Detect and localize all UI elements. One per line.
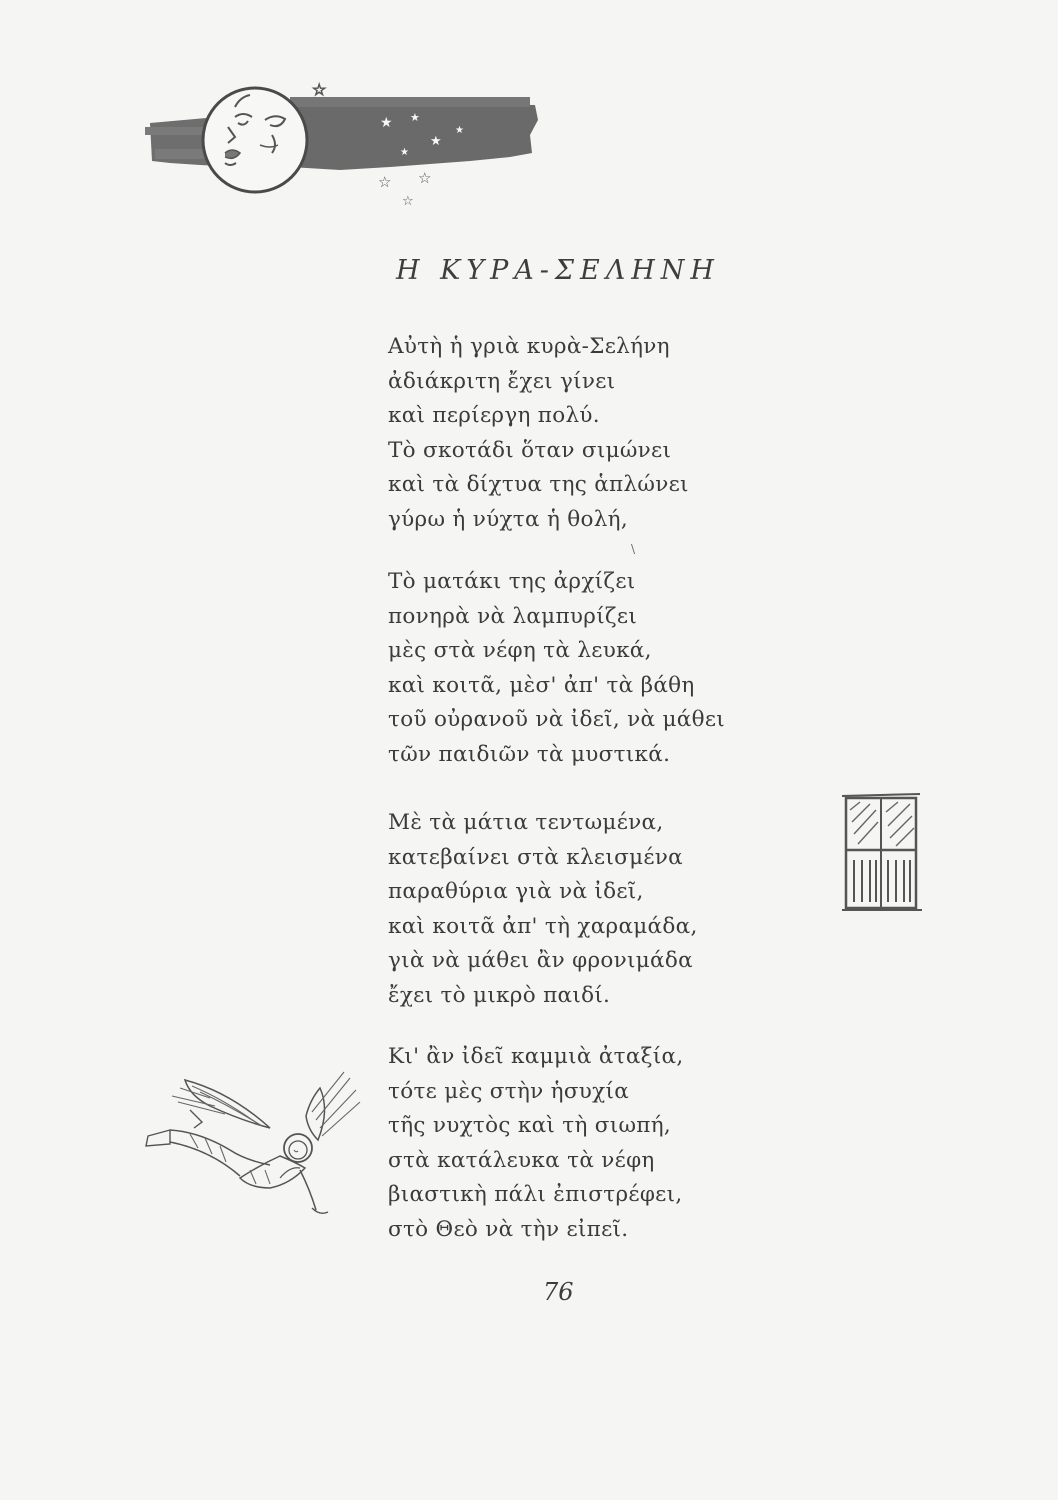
svg-text:★: ★: [430, 134, 442, 149]
poem-line: πονηρὰ νὰ λαμπυρίζει: [388, 603, 638, 629]
page-number: 76: [543, 1278, 574, 1306]
poem-line: Αὐτὴ ἡ γριὰ κυρὰ-Σελήνη: [388, 334, 670, 359]
stray-mark: \: [631, 542, 636, 556]
poem-line: γύρω ἡ νύχτα ἡ θολή,: [388, 506, 629, 532]
poem-line: παραθύρια γιὰ νὰ ἰδεῖ,: [388, 879, 644, 904]
poem-line: καὶ κοιτᾶ, μὲσ' ἀπ' τὰ βάθη: [388, 672, 695, 698]
stanza-3: [388, 806, 698, 1013]
stanza-2: [388, 565, 725, 772]
poem-line: τοῦ οὐρανοῦ νὰ ἰδεῖ, νὰ μάθει: [388, 707, 725, 732]
poem-line: μὲς στὰ νέφη τὰ λευκά,: [388, 638, 652, 663]
window-illustration: [840, 790, 926, 915]
poem-line: καὶ κοιτᾶ ἀπ' τὴ χαραμάδα,: [388, 913, 698, 939]
svg-text:★: ★: [380, 115, 393, 131]
svg-text:☆: ☆: [378, 173, 392, 191]
poem-line: ἔχει τὸ μικρὸ παιδί.: [388, 982, 611, 1008]
poem-line: Τὸ σκοτάδι ὅταν σιμώνει: [388, 437, 672, 463]
poem-line: καὶ τὰ δίχτυα της ἁπλώνει: [388, 472, 689, 497]
moon-cloud-illustration: [140, 75, 550, 210]
stanza-1: [388, 330, 689, 537]
poem-line: Κι' ἂν ἰδεῖ καμμιὰ ἀταξία,: [388, 1044, 684, 1069]
poem-line: τότε μὲς στὴν ἡσυχία: [388, 1078, 630, 1104]
angel-illustration: [130, 1070, 365, 1230]
svg-text:★: ★: [455, 125, 464, 136]
poem-line: στὰ κατάλευκα τὰ νέφη: [388, 1147, 655, 1173]
svg-text:☆: ☆: [418, 169, 432, 187]
poem-line: βιαστικὴ πάλι ἐπιστρέφει,: [388, 1182, 683, 1207]
poem-line: γιὰ νὰ μάθει ἂν φρονιμάδα: [388, 948, 693, 973]
poem-line: Τὸ ματάκι της ἀρχίζει: [388, 569, 636, 594]
poem-line: κατεβαίνει στὰ κλεισμένα: [388, 844, 683, 870]
stanza-4: [388, 1040, 683, 1247]
poem-line: τῆς νυχτὸς καὶ τὴ σιωπή,: [388, 1113, 672, 1138]
svg-text:☆: ☆: [312, 80, 327, 99]
svg-text:★: ★: [410, 111, 420, 124]
poem-line: τῶν παιδιῶν τὰ μυστικά.: [388, 741, 671, 767]
poem-line: ἀδιάκριτη ἔχει γίνει: [388, 368, 616, 394]
poem-line: Μὲ τὰ μάτια τεντωμένα,: [388, 810, 664, 835]
poem-line: καὶ περίεργη πολύ.: [388, 403, 600, 428]
svg-text:★: ★: [400, 147, 409, 158]
svg-text:☆: ☆: [402, 194, 414, 209]
poem-line: στὸ Θεὸ νὰ τὴν εἰπεῖ.: [388, 1216, 629, 1242]
poem-title: Η ΚΥΡΑ-ΣΕΛΗΝΗ: [396, 255, 720, 286]
